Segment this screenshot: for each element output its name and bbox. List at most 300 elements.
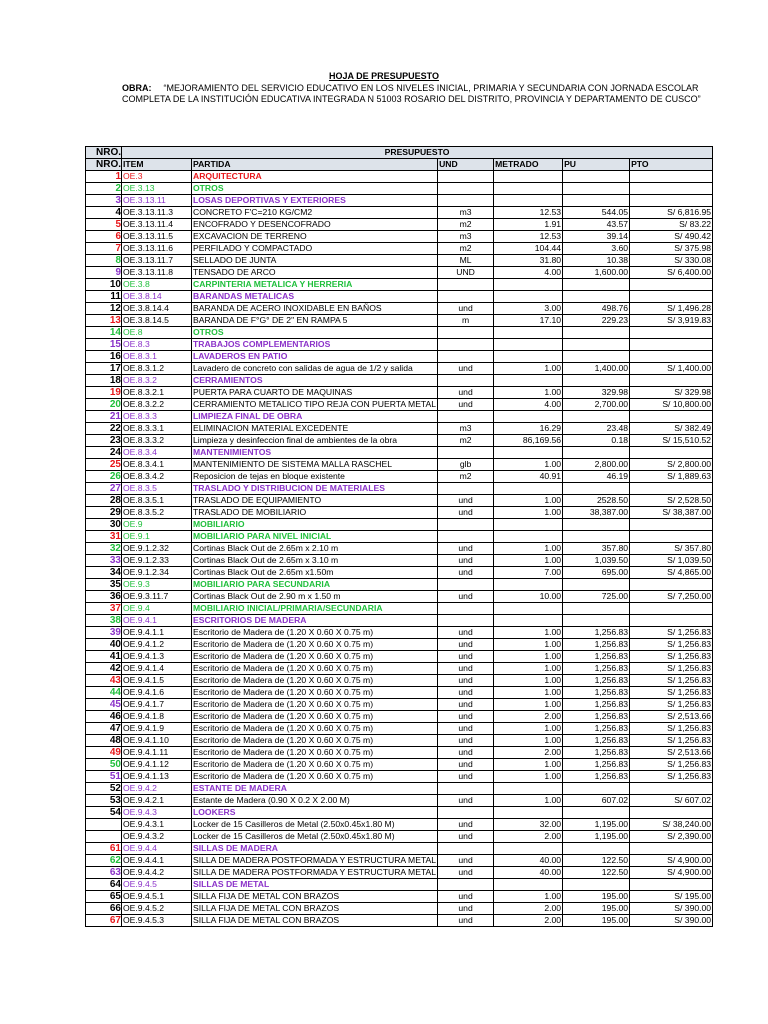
table-row [86,315,713,327]
cell-und [438,375,494,387]
cell-pto: S/ 38,387.00 [630,507,713,519]
cell-item: OE.8.3.2 [122,375,192,387]
cell-pu [563,531,630,543]
cell-pu [563,279,630,291]
cell-item: OE.9.4.1.10 [122,735,192,747]
cell-und: und [438,663,494,675]
cell-partida: Escritorio de Madera de (1.20 X 0.60 X 0.75 m) [192,699,438,711]
cell-und: m2 [438,243,494,255]
cell-und: und [438,687,494,699]
cell-und: und [438,543,494,555]
cell-pu: 0.18 [563,435,630,447]
cell-item: OE.9.4.4 [122,843,192,855]
cell-metrado: 32.00 [494,819,563,831]
cell-und [438,783,494,795]
cell-pto [630,291,713,303]
cell-pto: S/ 1,256.83 [630,699,713,711]
cell-pto [630,327,713,339]
cell-und [438,615,494,627]
cell-partida: MOBILIARIO INICIAL/PRIMARIA/SECUNDARIA [192,603,438,615]
cell-pto [630,579,713,591]
cell-item: OE.3.13.11 [122,195,192,207]
cell-pto [630,339,713,351]
cell-nro: 66 [86,903,122,915]
cell-nro: 38 [86,615,122,627]
cell-item: OE.3.8.14.5 [122,315,192,327]
cell-item: OE.3.13.11.7 [122,255,192,267]
cell-nro: 35 [86,579,122,591]
table-row [86,303,713,315]
cell-pto: S/ 1,256.83 [630,663,713,675]
cell-pu [563,579,630,591]
cell-metrado [494,195,563,207]
cell-item: OE.9.4.1.8 [122,711,192,723]
cell-item: OE.8.3.2.1 [122,387,192,399]
table-row [86,387,713,399]
cell-partida: MOBILIARIO [192,519,438,531]
cell-metrado [494,183,563,195]
cell-pu [563,615,630,627]
cell-metrado [494,411,563,423]
cell-und: und [438,495,494,507]
cell-metrado: 1.00 [494,735,563,747]
cell-pto: S/ 2,800.00 [630,459,713,471]
cell-nro: 67 [86,915,122,927]
table-row [86,663,713,675]
cell-pto: S/ 2,513.66 [630,747,713,759]
cell-partida: Escritorio de Madera de (1.20 X 0.60 X 0.75 m) [192,663,438,675]
cell-partida: ESTANTE DE MADERA [192,783,438,795]
cell-partida: Escritorio de Madera de (1.20 X 0.60 X 0.75 m) [192,735,438,747]
section-row [86,327,713,339]
obra-description [122,83,702,104]
cell-partida: Escritorio de Madera de (1.20 X 0.60 X 0.75 m) [192,747,438,759]
cell-metrado: 1.91 [494,219,563,231]
cell-und: und [438,711,494,723]
cell-partida: PERFILADO Y COMPACTADO [192,243,438,255]
cell-partida: OTROS [192,327,438,339]
cell-pu [563,171,630,183]
cell-item: OE.9.4.1.6 [122,687,192,699]
cell-pu: 1,256.83 [563,639,630,651]
cell-und: und [438,771,494,783]
cell-item: OE.9.4.1.1 [122,627,192,639]
cell-pto [630,351,713,363]
cell-partida: Cortinas Black Out de 2.90 m x 1.50 m [192,591,438,603]
cell-nro: 25 [86,459,122,471]
cell-pu: 498.76 [563,303,630,315]
cell-metrado: 2.00 [494,747,563,759]
cell-pto [630,411,713,423]
table-row [86,495,713,507]
cell-pto: S/ 38,240.00 [630,819,713,831]
col-header-partida: PARTIDA [192,159,438,171]
cell-pto: S/ 1,256.83 [630,639,713,651]
table-row [86,231,713,243]
cell-pu: 38,387.00 [563,507,630,519]
table-row [86,639,713,651]
cell-und [438,183,494,195]
cell-und [438,519,494,531]
cell-nro: 44 [86,687,122,699]
cell-partida: CERRAMIENTO METALICO TIPO REJA CON PUERTA METAL [193,399,437,409]
cell-metrado: 40.00 [494,855,563,867]
cell-pto: S/ 1,256.83 [630,735,713,747]
section-row [86,195,713,207]
table-row [86,771,713,783]
cell-nro: 34 [86,567,122,579]
cell-item: OE.3 [122,171,192,183]
cell-pu: 2528.50 [563,495,630,507]
cell-item: OE.9.4.1.12 [122,759,192,771]
cell-item: OE.8.3.1.2 [122,363,192,375]
cell-metrado: 16.29 [494,423,563,435]
cell-item: OE.9.4.4.2 [122,867,192,879]
cell-metrado: 12.53 [494,231,563,243]
table-row [86,207,713,219]
cell-partida: TENSADO DE ARCO [192,267,438,279]
cell-und: m2 [438,219,494,231]
cell-pu: 195.00 [563,891,630,903]
cell-metrado [494,519,563,531]
cell-item: OE.9.4.2 [122,783,192,795]
cell-und [438,879,494,891]
cell-und: ML [438,255,494,267]
cell-metrado: 1.00 [494,555,563,567]
cell-pto [630,171,713,183]
cell-pto [630,519,713,531]
cell-nro: 13 [86,315,122,327]
cell-item: OE.9.1.2.32 [122,543,192,555]
cell-metrado: 1.00 [494,699,563,711]
cell-item: OE.9.4.5.2 [122,903,192,915]
cell-nro: 21 [86,411,122,423]
cell-pu: 1,600.00 [563,267,630,279]
cell-und: und [438,891,494,903]
cell-item: OE.8.3.4 [122,447,192,459]
cell-nro: 49 [86,747,122,759]
cell-item: OE.9.3 [122,579,192,591]
cell-und: und [438,639,494,651]
cell-pu: 39.14 [563,231,630,243]
cell-pto [630,531,713,543]
cell-partida: Escritorio de Madera de (1.20 X 0.60 X 0.75 m) [192,675,438,687]
cell-nro: 22 [86,423,122,435]
cell-partida: Cortinas Black Out de 2.65m x 3.10 m [192,555,438,567]
cell-partida: Estante de Madera (0.90 X 0.2 X 2.00 M) [192,795,438,807]
cell-pu: 122.50 [563,855,630,867]
cell-pu: 1,256.83 [563,651,630,663]
cell-metrado: 2.00 [494,831,563,843]
cell-und: und [438,831,494,843]
cell-und [438,339,494,351]
cell-nro: 4 [86,207,122,219]
cell-nro: 24 [86,447,122,459]
cell-metrado: 4.00 [494,267,563,279]
table-row [86,219,713,231]
cell-pto [630,615,713,627]
cell-pu: 195.00 [563,903,630,915]
cell-pu: 1,400.00 [563,363,630,375]
cell-pu: 1,256.83 [563,771,630,783]
cell-partida: PUERTA PARA CUARTO DE MAQUINAS [192,387,438,399]
cell-pto: S/ 2,390.00 [630,831,713,843]
cell-pu [563,843,630,855]
cell-item: OE.9.4.1.7 [122,699,192,711]
cell-metrado: 1.00 [494,663,563,675]
cell-item: OE.8.3.3.2 [122,435,192,447]
cell-item: OE.8.3.4.2 [122,471,192,483]
cell-metrado: 2.00 [494,711,563,723]
cell-pu [563,183,630,195]
table-row [86,363,713,375]
table-row [86,735,713,747]
table-row [86,255,713,267]
cell-nro: 31 [86,531,122,543]
cell-partida: TRASLADO DE MOBILIARIO [192,507,438,519]
cell-und [438,579,494,591]
cell-item: OE.9.4.1.11 [122,747,192,759]
cell-nro: 11 [86,291,122,303]
cell-item: OE.9.4.1.2 [122,639,192,651]
section-row [86,579,713,591]
cell-nro: 48 [86,735,122,747]
cell-metrado: 1.00 [494,495,563,507]
cell-nro: 50 [86,759,122,771]
cell-metrado: 86,169.56 [494,435,563,447]
cell-pto: S/ 195.00 [630,891,713,903]
cell-partida: Escritorio de Madera de (1.20 X 0.60 X 0.75 m) [192,651,438,663]
cell-item: OE.9.3.11.7 [122,591,192,603]
cell-nro: 27 [86,483,122,495]
cell-item: OE.9.1.2.34 [122,567,192,579]
cell-partida: Cortinas Black Out de 2.65m x1.50m [192,567,438,579]
cell-pto: S/ 375.98 [630,243,713,255]
section-row [86,531,713,543]
cell-pu: 1,256.83 [563,663,630,675]
cell-partida: SILLA FIJA DE METAL CON BRAZOS [192,915,438,927]
cell-partida: SILLA DE MADERA POSTFORMADA Y ESTRUCTURA METAL [193,855,437,865]
cell-und [438,447,494,459]
cell-und [438,279,494,291]
section-row [86,519,713,531]
table-row [86,675,713,687]
cell-pto [630,879,713,891]
cell-partida: CARPINTERIA METALICA Y HERRERIA [192,279,438,291]
cell-nro: 14 [86,327,122,339]
col-header-pto: PTO [630,159,713,171]
cell-pu: 329.98 [563,387,630,399]
cell-pu: 195.00 [563,915,630,927]
cell-nro: 64 [86,879,122,891]
table-row [86,591,713,603]
cell-partida: ENCOFRADO Y DESENCOFRADO [192,219,438,231]
cell-partida: MANTENIMIENTOS [192,447,438,459]
budget-table [85,146,713,927]
table-row [86,915,713,927]
cell-item: OE.9.4.1.5 [122,675,192,687]
cell-und: UND [438,267,494,279]
cell-nro: 42 [86,663,122,675]
table-row [86,711,713,723]
cell-metrado [494,843,563,855]
table-row [86,243,713,255]
cell-partida: SILLAS DE MADERA [192,843,438,855]
cell-nro: 32 [86,543,122,555]
cell-metrado [494,291,563,303]
cell-metrado [494,615,563,627]
section-row [86,279,713,291]
cell-nro: 6 [86,231,122,243]
cell-metrado [494,807,563,819]
table-row [86,795,713,807]
header-row-top [86,147,713,159]
header-nro-top: NRO. [86,147,122,159]
cell-pto: S/ 1,256.83 [630,723,713,735]
cell-partida: MANTENIMIENTO DE SISTEMA MALLA RASCHEL [192,459,438,471]
cell-metrado: 4.00 [494,399,563,411]
page-title: HOJA DE PRESUPUESTO [328,71,440,81]
section-row [86,615,713,627]
cell-und: und [438,363,494,375]
table-row [86,543,713,555]
cell-partida: SELLADO DE JUNTA [192,255,438,267]
cell-item: OE.3.8.14 [122,291,192,303]
section-row [86,339,713,351]
cell-partida: Escritorio de Madera de (1.20 X 0.60 X 0.75 m) [192,771,438,783]
table-row [86,435,713,447]
cell-pu [563,783,630,795]
cell-und: und [438,399,494,411]
cell-item: OE.9.4.3 [122,807,192,819]
cell-pto: S/ 6,400.00 [630,267,713,279]
cell-und: und [438,723,494,735]
cell-nro: 19 [86,387,122,399]
cell-partida: SILLA DE MADERA POSTFORMADA Y ESTRUCTURA METAL [193,867,437,877]
cell-partida: Locker de 15 Casilleros de Metal (2.50x0.45x1.80 M) [192,831,438,843]
cell-item: OE.3.13.11.8 [122,267,192,279]
cell-partida: Cortinas Black Out de 2.65m x 2.10 m [192,543,438,555]
cell-und: und [438,555,494,567]
cell-pto: S/ 1,039.50 [630,555,713,567]
cell-pu: 122.50 [563,867,630,879]
cell-partida: Escritorio de Madera de (1.20 X 0.60 X 0.75 m) [192,711,438,723]
cell-metrado: 1.00 [494,459,563,471]
section-row [86,483,713,495]
cell-pu: 725.00 [563,591,630,603]
table-row [86,567,713,579]
cell-pto: S/ 7,250.00 [630,591,713,603]
cell-metrado: 17.10 [494,315,563,327]
cell-item: OE.8.3.5.1 [122,495,192,507]
cell-metrado [494,375,563,387]
header-row-columns [86,159,713,171]
cell-nro: 20 [86,399,122,411]
cell-partida: ELIMINACION MATERIAL EXCEDENTE [192,423,438,435]
cell-und [438,195,494,207]
cell-pu: 46.19 [563,471,630,483]
cell-pto: S/ 4,900.00 [630,867,713,879]
cell-metrado [494,327,563,339]
cell-pu: 1,256.83 [563,699,630,711]
cell-nro: 17 [86,363,122,375]
cell-item: OE.3.8 [122,279,192,291]
cell-partida: MOBILIARIO PARA NIVEL INICIAL [192,531,438,543]
cell-pto: S/ 1,496.28 [630,303,713,315]
cell-partida: Escritorio de Madera de (1.20 X 0.60 X 0.75 m) [192,639,438,651]
cell-pto: S/ 10,800.00 [630,399,713,411]
cell-metrado: 1.00 [494,627,563,639]
cell-partida: LAVADEROS EN PATIO [192,351,438,363]
cell-pto [630,483,713,495]
cell-pu [563,375,630,387]
cell-nro: 52 [86,783,122,795]
cell-pto: S/ 1,256.83 [630,627,713,639]
cell-pu [563,327,630,339]
cell-nro: 2 [86,183,122,195]
cell-pto: S/ 2,528.50 [630,495,713,507]
cell-partida: SILLA FIJA DE METAL CON BRAZOS [192,903,438,915]
cell-metrado: 1.00 [494,723,563,735]
cell-pu [563,807,630,819]
cell-nro: 15 [86,339,122,351]
cell-item: OE.9.4.1.3 [122,651,192,663]
cell-metrado: 1.00 [494,507,563,519]
cell-nro: 18 [86,375,122,387]
cell-und: glb [438,459,494,471]
cell-pto: S/ 329.98 [630,387,713,399]
section-row [86,879,713,891]
cell-und: m3 [438,231,494,243]
cell-pu [563,291,630,303]
cell-partida: Escritorio de Madera de (1.20 X 0.60 X 0.75 m) [192,723,438,735]
cell-partida: Locker de 15 Casilleros de Metal (2.50x0.45x1.80 M) [192,819,438,831]
section-row [86,291,713,303]
cell-nro: 54 [86,807,122,819]
cell-pto [630,807,713,819]
section-row [86,351,713,363]
section-row [86,411,713,423]
cell-pto [630,279,713,291]
cell-metrado [494,879,563,891]
cell-pu: 1,195.00 [563,831,630,843]
cell-und: und [438,591,494,603]
cell-pu: 1,195.00 [563,819,630,831]
cell-nro: 47 [86,723,122,735]
cell-und: und [438,903,494,915]
cell-pto: S/ 607.02 [630,795,713,807]
cell-pu: 3.60 [563,243,630,255]
cell-item: OE.9.4.4.1 [122,855,192,867]
cell-und: und [438,819,494,831]
cell-partida: BARANDAS METALICAS [192,291,438,303]
cell-metrado [494,483,563,495]
cell-metrado [494,447,563,459]
cell-metrado: 31.80 [494,255,563,267]
table-row [86,459,713,471]
cell-partida: LOOKERS [192,807,438,819]
cell-pto [630,783,713,795]
cell-item: OE.8 [122,327,192,339]
cell-pu: 357.80 [563,543,630,555]
col-header-nro: NRO. [86,159,122,171]
section-row [86,843,713,855]
cell-item: OE.9.4.5.1 [122,891,192,903]
cell-und: m [438,315,494,327]
cell-pto: S/ 390.00 [630,915,713,927]
cell-pto: S/ 15,510.52 [630,435,713,447]
table-row [86,555,713,567]
